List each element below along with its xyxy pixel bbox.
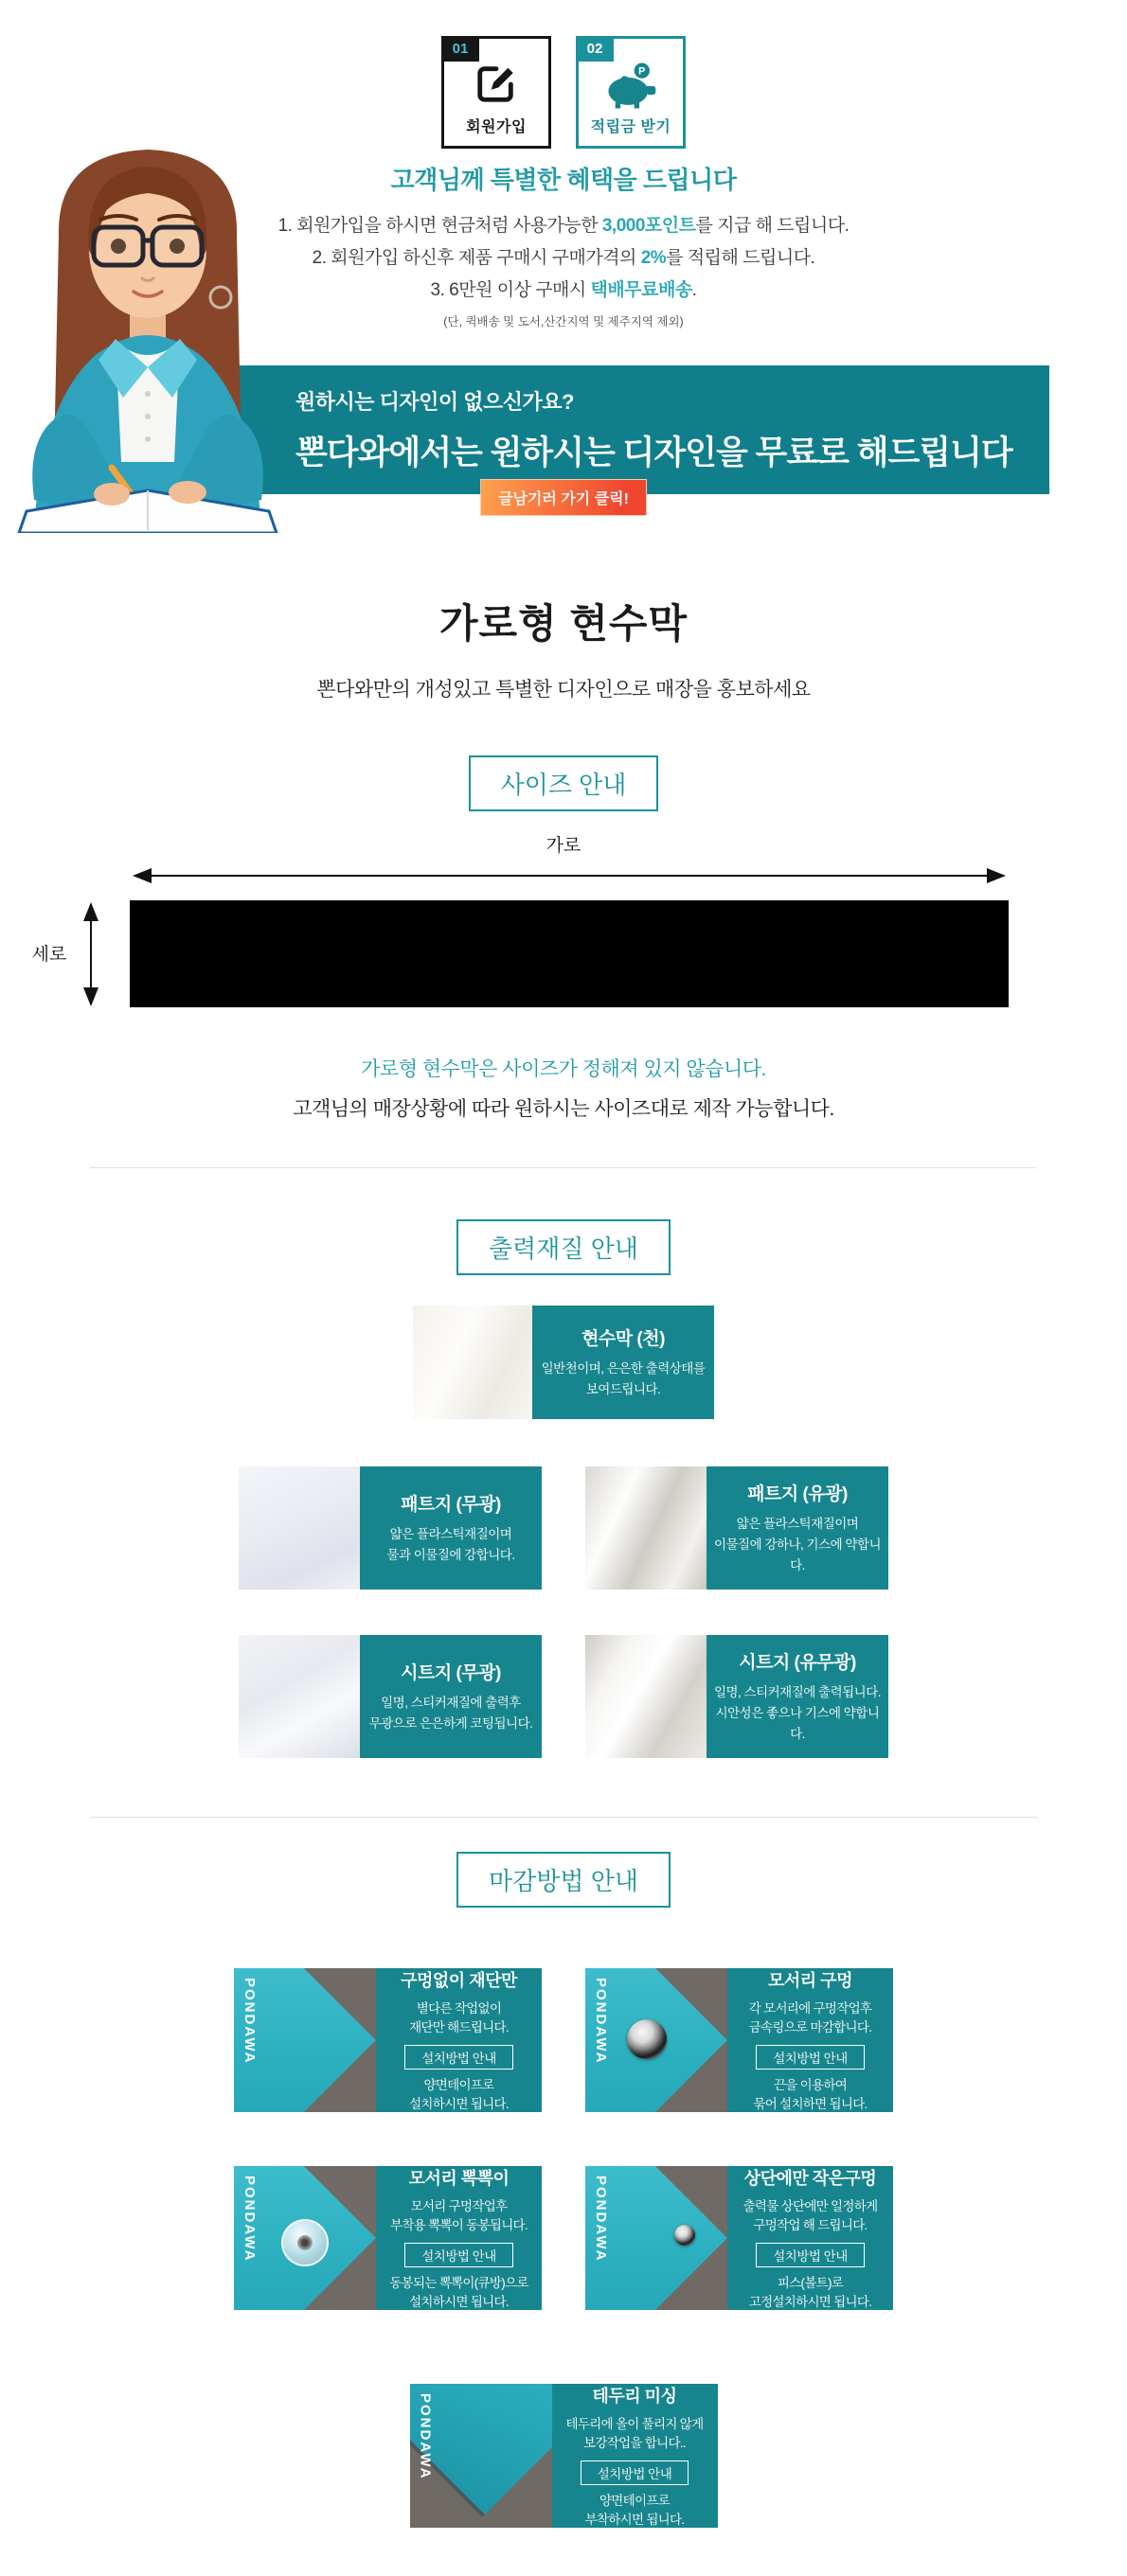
pondawa-logo: PONDAWA <box>417 2393 434 2480</box>
banner-corner-photo <box>234 1968 376 2112</box>
matte-sheet-sample-photo <box>239 1635 360 1758</box>
step-number-badge: 01 <box>441 36 479 62</box>
banner-corner-photo <box>234 2166 376 2310</box>
piggy-bank-icon <box>579 62 683 109</box>
material-row <box>0 1635 1127 1758</box>
install-guide-label: 설치방법 안내 <box>756 2045 865 2070</box>
hero-section <box>0 0 1127 568</box>
signup-steps <box>0 36 1127 149</box>
banner-headline: 뽄다와에서는 원하시는 디자인을 무료로 해드립니다 <box>295 435 1012 471</box>
page-title: 가로형 현수막 <box>438 601 689 646</box>
material-title: 패트지 (유광) <box>747 1484 848 1504</box>
banner-size-rectangle <box>130 900 1009 1007</box>
suction-cup <box>281 2219 329 2266</box>
finishing-row <box>0 2166 1127 2310</box>
leave-message-button[interactable]: 글남기러 가기 클릭! <box>480 479 647 516</box>
step-label: 적립금 받기 <box>590 119 671 135</box>
size-diagram <box>0 830 1127 1020</box>
benefit-highlight: 택배무료배송 <box>590 280 692 300</box>
material-card <box>585 1635 888 1758</box>
benefit-item: 2. 회원가입 하신후 제품 구매시 구매가격의 2%를 적립해 드립니다. <box>312 248 815 268</box>
size-note-highlight: 가로형 현수막은 사이즈가 정해져 있지 않습니다. <box>361 1058 766 1080</box>
finishing-card <box>234 1968 542 2112</box>
finishing-row <box>0 2384 1127 2528</box>
height-label: 세로 <box>31 945 67 965</box>
pondawa-logo: PONDAWA <box>242 2176 258 2263</box>
size-note: 고객님의 매장상황에 따라 원하시는 사이즈대로 제작 가능합니다. <box>293 1098 834 1120</box>
finishing-section-heading: 마감방법 안내 <box>456 1852 671 1908</box>
install-guide-label: 설치방법 안내 <box>404 2243 513 2267</box>
install-guide-label: 설치방법 안내 <box>404 2045 513 2070</box>
material-card <box>239 1466 542 1590</box>
small-eyelet <box>674 2225 695 2246</box>
step-box-points <box>576 36 686 149</box>
install-guide-label: 설치방법 안내 <box>756 2243 865 2267</box>
finishing-desc: 모서리 구멍작업후 부착용 뽁뽁이 동봉됩니다. <box>390 2198 528 2232</box>
install-desc: 동봉되는 뽁뽁이(큐방)으로 설치하시면 됩니다. <box>389 2275 528 2309</box>
material-title: 시트지 (유무광) <box>739 1653 856 1673</box>
finishing-card <box>585 2166 893 2310</box>
finishing-desc: 각 모서리에 구멍작업후 금속링으로 마감합니다. <box>748 2000 872 2034</box>
material-title: 시트지 (무광) <box>401 1663 501 1683</box>
coin-letter: P <box>638 65 646 78</box>
banner-question: 원하시는 디자인이 없으신가요? <box>295 390 574 414</box>
finishing-desc: 출력물 상단에만 일정하게 구멍작업 해 드립니다. <box>742 2198 878 2232</box>
section-divider <box>90 1817 1037 1818</box>
finishing-card <box>410 2384 718 2528</box>
pondawa-logo: PONDAWA <box>242 1978 258 2065</box>
banner-corner-photo <box>585 2166 727 2310</box>
pondawa-logo: PONDAWA <box>593 2176 609 2263</box>
finishing-desc: 테두리에 올이 풀리지 않게 보강작업을 합니다.. <box>565 2416 704 2450</box>
matte-pet-sample-photo <box>239 1466 360 1590</box>
install-desc: 양면테이프로 부착하시면 됩니다. <box>584 2493 685 2527</box>
bottom-whitespace <box>0 2528 1127 2576</box>
finishing-row <box>0 1968 1127 2112</box>
step-box-signup <box>441 36 551 149</box>
edit-icon <box>444 62 548 105</box>
benefit-item: 1. 회원가입을 하시면 현금처럼 사용가능한 3,000포인트를 지급 해 드립니다. <box>277 216 850 236</box>
material-desc: 얇은 플라스틱재질이며 이물질에 강하나, 기스에 약합니다. <box>713 1517 882 1572</box>
material-card <box>239 1635 542 1758</box>
step-number-badge: 02 <box>576 36 614 62</box>
benefit-highlight: 3,000포인트 <box>601 216 696 236</box>
finishing-card <box>585 1968 893 2112</box>
material-desc: 일명, 스티커재질에 출력됩니다. 시안성은 좋으나 기스에 약합니다. <box>713 1685 882 1741</box>
material-card <box>585 1466 888 1590</box>
metal-eyelet <box>627 2019 667 2059</box>
install-desc: 끈을 이용하여 묶어 설치하면 됩니다. <box>753 2077 868 2111</box>
page-subtitle: 뽄다와만의 개성있고 특별한 디자인으로 매장을 홍보하세요 <box>316 679 811 701</box>
benefit-note: (단, 퀵배송 및 도서,산간지역 및 제주지역 제외) <box>443 315 684 329</box>
pondawa-logo: PONDAWA <box>593 1978 609 2065</box>
fabric-sample-photo <box>413 1306 532 1419</box>
step-label: 회원가입 <box>466 119 527 135</box>
finishing-title: 모서리 구멍 <box>768 1970 852 1990</box>
install-desc: 피스(볼트)로 고정설치하시면 됩니다. <box>748 2275 872 2309</box>
banner-corner-photo <box>585 1968 727 2112</box>
material-desc: 얇은 플라스틱재질이며 물과 이물질에 강합니다. <box>386 1527 515 1562</box>
install-desc: 양면테이프로 설치하시면 됩니다. <box>409 2077 509 2111</box>
material-card <box>413 1306 714 1419</box>
finishing-title: 테두리 미싱 <box>592 2386 677 2406</box>
size-section-heading: 사이즈 안내 <box>469 755 659 811</box>
material-desc: 일반천이며, 은은한 출력상태를 보여드립니다. <box>541 1361 706 1396</box>
free-design-banner <box>239 365 1049 494</box>
finishing-title: 구멍없이 재단만 <box>401 1970 517 1990</box>
materials-section-heading: 출력재질 안내 <box>456 1219 671 1275</box>
benefit-highlight: 2% <box>640 248 667 268</box>
material-title: 패트지 (무광) <box>401 1495 501 1515</box>
glossy-pet-sample-photo <box>585 1466 707 1590</box>
section-divider <box>90 1167 1037 1168</box>
glossy-sheet-sample-photo <box>585 1635 707 1758</box>
benefit-item: 3. 6만원 이상 구매시 택배무료배송. <box>430 280 697 300</box>
material-title: 현수막 (천) <box>581 1329 665 1349</box>
finishing-desc: 별다른 작업없이 재단만 해드립니다. <box>409 2000 509 2034</box>
benefit-title: 고객님께 특별한 혜택을 드립니다 <box>390 166 737 194</box>
finishing-card <box>234 2166 542 2310</box>
banner-edge-photo <box>410 2384 552 2528</box>
material-row <box>0 1466 1127 1590</box>
material-desc: 일명, 스티커재질에 출력후 무광으로 은은하게 코팅됩니다. <box>368 1696 533 1731</box>
mascot-illustration <box>0 140 295 533</box>
install-guide-label: 설치방법 안내 <box>581 2461 689 2485</box>
finishing-title: 상단에만 작은구멍 <box>743 2168 877 2188</box>
width-label: 가로 <box>546 836 581 856</box>
finishing-title: 모서리 뽁뽁이 <box>408 2168 510 2188</box>
